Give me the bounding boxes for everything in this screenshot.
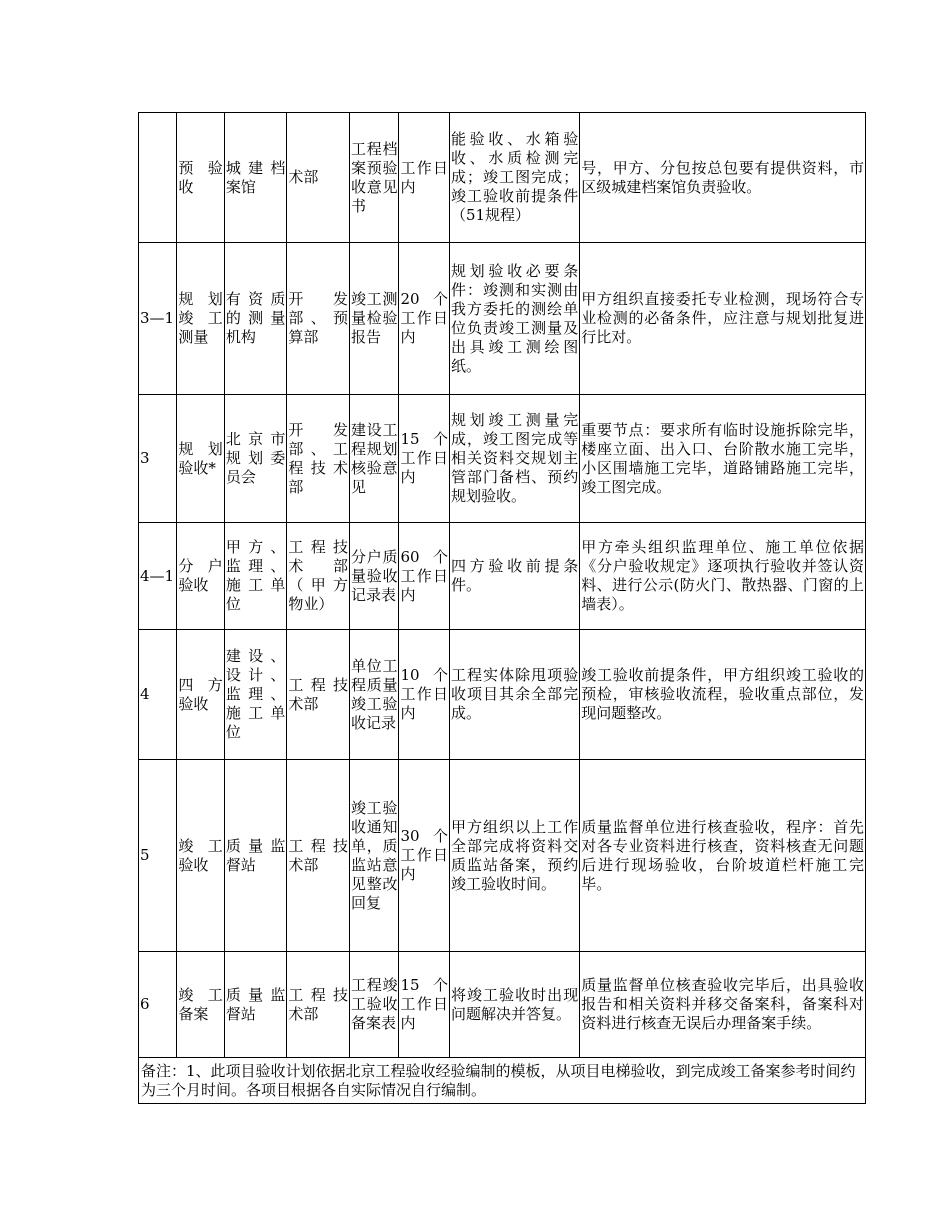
row-number <box>139 113 177 243</box>
document-page <box>138 112 866 1104</box>
table-row <box>139 630 866 760</box>
remark: 质量监督单位进行核查验收，程序：首先对各专业资料进行核查，资料核查无问题后进行现场验收，台阶坡道栏杆施工完毕。 <box>580 760 866 952</box>
time-limit: 工作日内 <box>399 113 449 243</box>
responsible-unit: 北京市规划委员会 <box>224 395 287 523</box>
precondition: 规划竣工测量完成，竣工图完成等相关资料交规划主管部门备档、预约规划验收。 <box>449 395 579 523</box>
remark: 竣工验收前提条件，甲方组织竣工验收的预检，审核验收流程，验收重点部位，发现问题整改。 <box>580 630 866 760</box>
document-name: 工程档案预验收意见书 <box>350 113 399 243</box>
remark: 号，甲方、分包按总包要有提供资料，市区级城建档案馆负责验收。 <box>580 113 866 243</box>
table-row <box>139 243 866 395</box>
time-limit: 60个工作日内 <box>399 523 449 630</box>
row-number: 4 <box>139 630 177 760</box>
table-row <box>139 395 866 523</box>
acceptance-plan-table <box>138 112 866 1104</box>
row-number: 6 <box>139 952 177 1058</box>
remark: 甲方组织直接委托专业检测，现场符合专业检测的必备条件，应注意与规划批复进行比对。 <box>580 243 866 395</box>
time-limit: 15个工作日内 <box>399 952 449 1058</box>
precondition: 将竣工验收时出现问题解决并答复。 <box>449 952 579 1058</box>
item-name: 竣工备案 <box>177 952 224 1058</box>
document-name: 建设工程规划核验意见 <box>350 395 399 523</box>
department: 工程技术部 <box>287 760 350 952</box>
responsible-unit: 质量监督站 <box>224 760 287 952</box>
table-row <box>139 760 866 952</box>
document-name: 竣工验收通知单，质监站意见整改回复 <box>350 760 399 952</box>
time-limit: 30个工作日内 <box>399 760 449 952</box>
department: 开发部、预算部 <box>287 243 350 395</box>
note-row <box>139 1058 866 1104</box>
time-limit: 20个工作日内 <box>399 243 449 395</box>
responsible-unit: 有资质的测量机构 <box>224 243 287 395</box>
precondition: 甲方组织以上工作全部完成将资料交质监站备案，预约竣工验收时间。 <box>449 760 579 952</box>
responsible-unit: 质量监督站 <box>224 952 287 1058</box>
table-row <box>139 952 866 1058</box>
document-name: 工程竣工验收备案表 <box>350 952 399 1058</box>
responsible-unit: 甲方、监理、施工单位 <box>224 523 287 630</box>
row-number: 3—1 <box>139 243 177 395</box>
remark: 甲方牵头组织监理单位、施工单位依据《分户验收规定》逐项执行验收并签认资料、进行公示(防火门、散热器、门窗的上墙表）。 <box>580 523 866 630</box>
department: 工程技术部 <box>287 952 350 1058</box>
time-limit: 10个工作日内 <box>399 630 449 760</box>
row-number: 3 <box>139 395 177 523</box>
department: 工程技术部 <box>287 630 350 760</box>
item-name: 规划验收* <box>177 395 224 523</box>
table-row <box>139 113 866 243</box>
department: 术部 <box>287 113 350 243</box>
document-name: 单位工程质量竣工验收记录 <box>350 630 399 760</box>
item-name: 分户验收 <box>177 523 224 630</box>
document-name: 竣工测量检验报告 <box>350 243 399 395</box>
item-name: 预验收 <box>177 113 224 243</box>
precondition: 能验收、水箱验收、水质检测完成；竣工图完成；竣工验收前提条件（51规程） <box>449 113 579 243</box>
responsible-unit: 建设、设计、监理、施工单位 <box>224 630 287 760</box>
remark: 质量监督单位核查验收完毕后，出具验收报告和相关资料并移交备案科，备案科对资料进行核查无误后办理备案手续。 <box>580 952 866 1058</box>
responsible-unit: 城建档案馆 <box>224 113 287 243</box>
remark: 重要节点：要求所有临时设施拆除完毕，楼座立面、出入口、台阶散水施工完毕，小区围墙施工完毕，道路铺路施工完毕，竣工图完成。 <box>580 395 866 523</box>
item-name: 规划竣工测量 <box>177 243 224 395</box>
precondition: 规划验收必要条件：竣测和实测由我方委托的测绘单位负责竣工测量及出具竣工测绘图纸。 <box>449 243 579 395</box>
time-limit: 15个工作日内 <box>399 395 449 523</box>
department: 开发部、工程技术部 <box>287 395 350 523</box>
table-note: 备注：1、此项目验收计划依据北京工程验收经验编制的模板，从项目电梯验收，到完成竣工备案参考时间约为三个月时间。各项目根据各自实际情况自行编制。 <box>139 1058 866 1104</box>
department: 工程技术部（甲方物业） <box>287 523 350 630</box>
precondition: 工程实体除甩项验收项目其余全部完成。 <box>449 630 579 760</box>
document-name: 分户质量验收记录表 <box>350 523 399 630</box>
row-number: 4—1 <box>139 523 177 630</box>
item-name: 竣工验收 <box>177 760 224 952</box>
item-name: 四方验收 <box>177 630 224 760</box>
precondition: 四方验收前提条件。 <box>449 523 579 630</box>
row-number: 5 <box>139 760 177 952</box>
table-row <box>139 523 866 630</box>
